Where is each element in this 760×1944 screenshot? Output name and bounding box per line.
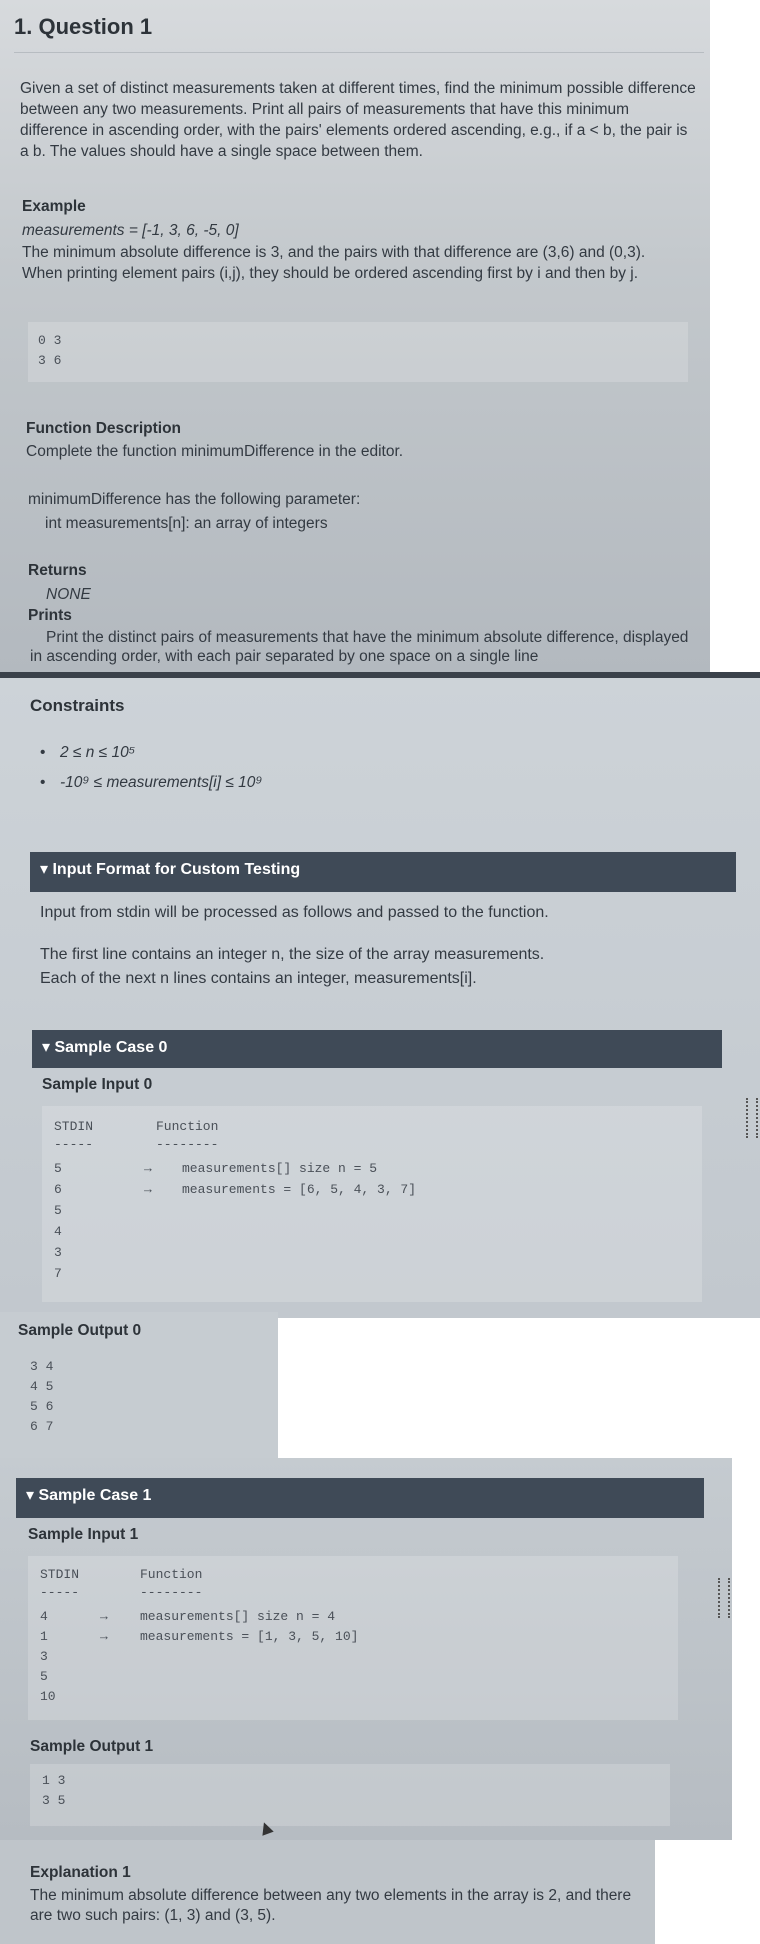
explanation-1-heading: Explanation 1 [30,1864,131,1881]
input-format-line1: Input from stdin will be processed as follows and passed to the function. [40,904,549,921]
sample-output-0-heading: Sample Output 0 [18,1322,142,1339]
explanation-panel [0,1840,655,1944]
sample-case-1-toggle[interactable]: ▾ Sample Case 1 [16,1478,704,1518]
arrow-icon: → [144,1182,152,1197]
sample-output-1-line: 1 3 [42,1773,66,1788]
constraints-heading: Constraints [30,696,125,715]
stdin-value: 10 [40,1689,56,1704]
stdin-value: 5 [54,1203,62,1218]
sample-case-0-toggle[interactable]: ▾ Sample Case 0 [32,1030,722,1068]
problem-panel [0,0,710,672]
title-divider [14,52,704,53]
sample-input-0-heading: Sample Input 0 [42,1076,153,1093]
sample-output-0-line: 4 5 [30,1379,54,1394]
constraints-list [30,738,262,798]
sample-input-0-block [42,1106,702,1302]
sample-output-1-heading: Sample Output 1 [30,1738,154,1755]
stdin-label: STDIN [40,1567,80,1582]
stdin-value: 1 [40,1629,48,1644]
stdin-value: 4 [40,1609,48,1624]
sample-input-1-block [28,1556,678,1720]
sample-output-1-line: 3 5 [42,1793,66,1808]
sample-input-1-heading: Sample Input 1 [28,1526,139,1543]
stdin-value: 5 [54,1161,62,1176]
example-output-line: 0 3 [38,333,62,348]
example-explanation: The minimum absolute difference is 3, and the pairs with that difference are (3,6) and (0,3). When printing element pairs (i,j), they should be ordered ascending first by i and then by j. [22,244,646,282]
function-complete-text: Complete the function minimumDifference in the editor. [26,443,404,460]
problem-statement: Given a set of distinct measurements taken at different times, find the minimum possible difference between any two measurements. Print all pairs of measurements that have this minimum difference in ascending order, with the pairs' elements ordered ascending, e.g., if a < b, the pair is a b. The values should have a single space between them. [20,80,696,160]
question-title: 1. Question 1 [14,14,153,39]
stdin-value: 4 [54,1224,62,1239]
function-description-heading: Function Description [26,420,181,437]
stdin-value: 7 [54,1266,62,1281]
stdin-value: 3 [54,1245,62,1260]
stdin-value: 5 [40,1669,48,1684]
stdin-dash: ----- [54,1137,94,1152]
stdin-dash: ----- [40,1585,80,1600]
sample-output-0-line: 6 7 [30,1419,54,1434]
function-dash: -------- [156,1137,219,1152]
example-output-block [28,322,688,382]
arrow-icon: → [100,1629,108,1644]
stdin-value: 3 [40,1649,48,1664]
prints-description: Print the distinct pairs of measurements that have the minimum absolute difference, displayed in ascending order, with each pair separated by one space on a single line [30,629,689,665]
sample-output-0-panel [0,1312,278,1458]
function-dash: -------- [140,1585,203,1600]
constraint-item: • -10⁹ ≤ measurements[i] ≤ 10⁹ [30,768,262,798]
constraint-item: • 2 ≤ n ≤ 10⁵ [30,738,262,768]
sample-output-0-line: 3 4 [30,1359,54,1374]
arrow-icon: → [100,1609,108,1624]
function-line: measurements = [6, 5, 4, 3, 7] [182,1182,417,1197]
example-measurements: measurements = [-1, 3, 6, -5, 0] [22,222,239,239]
stdin-label: STDIN [54,1119,94,1134]
function-label: Function [140,1567,203,1582]
returns-heading: Returns [28,562,87,579]
param-description: int measurements[n]: an array of integers [45,515,328,532]
function-label: Function [156,1119,219,1134]
input-format-toggle[interactable]: ▾ Input Format for Custom Testing [30,852,736,892]
param-intro: minimumDifference has the following parameter: [28,491,361,508]
returns-value: NONE [46,586,91,603]
arrow-icon: → [144,1161,152,1176]
sample-case-1-panel [0,1458,732,1840]
input-format-line3: Each of the next n lines contains an integer, measurements[i]. [40,970,477,987]
resize-handle[interactable] [746,1098,758,1138]
resize-handle[interactable] [718,1578,730,1618]
example-output-line: 3 6 [38,353,62,368]
function-line: measurements[] size n = 4 [140,1609,336,1624]
stdin-value: 6 [54,1182,62,1197]
sample-output-0-line: 5 6 [30,1399,54,1414]
example-heading: Example [22,198,86,215]
prints-heading: Prints [28,607,72,624]
input-format-line2: The first line contains an integer n, the size of the array measurements. [40,946,545,963]
function-line: measurements[] size n = 5 [182,1161,378,1176]
explanation-1-text: The minimum absolute difference between any two elements in the array is 2, and there are two such pairs: (1, 3) and (3, 5). [30,1887,632,1924]
sample-output-1-block [30,1764,670,1826]
function-line: measurements = [1, 3, 5, 10] [140,1629,359,1644]
constraints-panel [0,672,760,1318]
